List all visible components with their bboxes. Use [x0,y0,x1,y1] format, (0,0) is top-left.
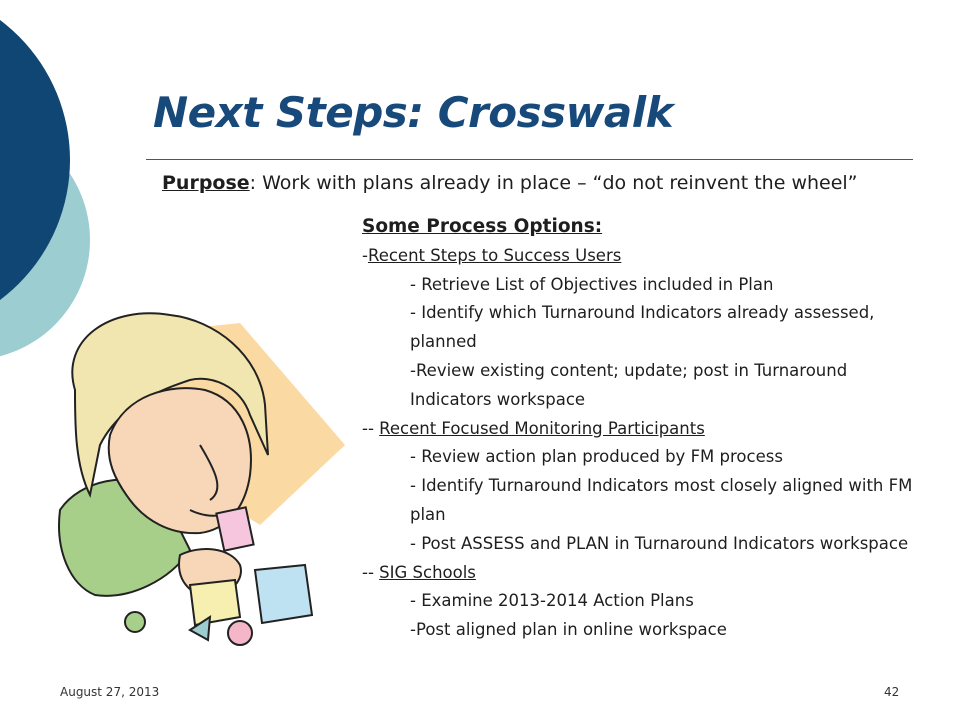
clipart-sticky-note-pink [216,507,253,550]
option-item: - Post ASSESS and PLAN in Turnaround Indicators workspace [410,533,909,553]
option-item: -Post aligned plan in online workspace [410,620,727,640]
process-options [362,213,922,645]
purpose-statement [162,168,882,199]
footer-date: August 27, 2013 [60,685,160,699]
option-group-sig-schools [362,559,922,645]
title-divider [146,159,913,160]
option-group-title-text: Recent Focused Monitoring Participants [379,418,705,438]
process-options-heading: Some Process Options: [362,216,603,237]
option-group-title-text: SIG Schools [379,562,476,582]
clipart-sticky-note-yellow [190,580,240,625]
option-group-title [362,415,922,444]
option-group-title [362,242,922,271]
option-item: - Review action plan produced by FM process [410,447,783,467]
option-item: - Examine 2013-2014 Action Plans [410,591,694,611]
option-group-prefix: -- [362,562,380,582]
purpose-label: Purpose [162,172,250,194]
clipart-sticky-note-blue [255,565,312,623]
slide-title: Next Steps: Crosswalk [153,88,674,137]
option-item: -Review existing content; update; post in Turnaround Indicators workspace [410,360,848,409]
person-clipart-illustration [40,295,350,655]
option-item: - Identify Turnaround Indicators most closely aligned with FM plan [410,476,913,524]
option-item: - Retrieve List of Objectives included in Plan [410,274,774,294]
clipart-ball-green [125,612,145,632]
option-group-focused-monitoring [362,415,922,559]
option-item: - Identify which Turnaround Indicators already assessed, planned [410,303,875,352]
purpose-text: : Work with plans already in place – “do not reinvent the wheel” [249,172,858,194]
option-group-prefix: -- [362,418,380,438]
option-group-title [362,559,922,588]
option-group-title-text: Recent Steps to Success Users [367,245,622,265]
clipart-ball-pink [228,621,252,645]
page-number: 42 [884,685,900,699]
option-group-prefix: - [362,245,368,265]
option-group-steps-to-success [362,242,922,415]
